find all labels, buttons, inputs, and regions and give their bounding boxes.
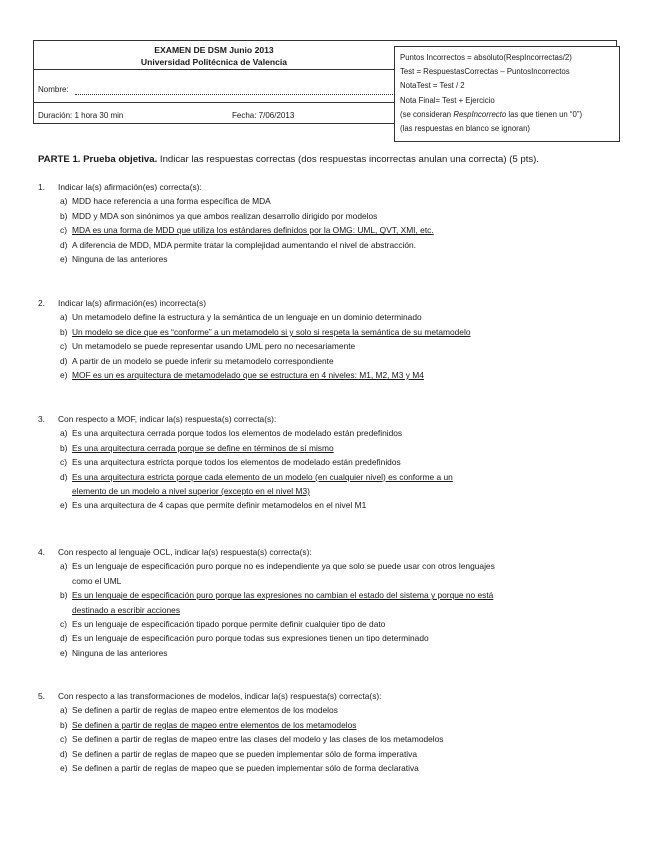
grading-rule-part: las que tienen un “0”)	[506, 109, 583, 119]
question-4	[38, 545, 628, 660]
option-letter: d)	[60, 633, 68, 644]
option	[38, 455, 628, 469]
option	[38, 209, 628, 223]
exam-title-line2: Universidad Politécnica de Valencia	[140, 57, 288, 67]
option-letter: c)	[60, 619, 67, 630]
option-correct	[38, 223, 628, 237]
option-text: Se definen a partir de reglas de mapeo entre elementos de los modelos	[72, 705, 338, 716]
option-letter: d)	[60, 239, 68, 250]
header-divider	[34, 69, 394, 70]
option-letter: b)	[60, 590, 68, 601]
option-letter: a)	[60, 705, 68, 716]
option-letter: b)	[60, 326, 68, 337]
option	[38, 310, 628, 324]
option-text-underlined: elemento de un modelo a nivel superior (excepto en el nivel M3)	[72, 486, 310, 497]
option-correct	[38, 588, 628, 602]
option-text-underlined: Es una arquitectura cerrada porque se define en términos de sí mismo	[72, 442, 334, 453]
option-text: MDD hace referencia a una forma específica de MDA	[72, 196, 271, 207]
option-correct	[38, 718, 628, 732]
question-number: 3.	[38, 414, 45, 424]
grading-rule: Test = RespuestasCorrectas – PuntosIncorrectos	[400, 67, 570, 77]
option	[38, 703, 628, 717]
option	[38, 617, 628, 631]
question-text	[38, 296, 628, 310]
exam-title-line1: EXAMEN DE DSM Junio 2013	[154, 45, 274, 55]
option	[38, 339, 628, 353]
grading-rule: Nota Final= Test + Ejercicio	[400, 95, 495, 105]
option-letter: b)	[60, 210, 68, 221]
option-text: Es un lenguaje de especificación puro porque no es independiente ya que solo se puede usar con otros lenguajes	[72, 561, 495, 572]
question-number: 5.	[38, 691, 45, 701]
question-text	[38, 412, 628, 426]
grading-rule-part: (se consideran	[400, 109, 454, 119]
fecha-label: Fecha: 7/06/2013	[232, 111, 295, 120]
option	[38, 252, 628, 266]
question-prompt: Indicar la(s) afirmación(es) incorrecta(s)	[58, 298, 206, 308]
option-letter: c)	[60, 341, 67, 352]
question-prompt: Indicar la(s) afirmación(es) correcta(s):	[58, 182, 202, 192]
option-text-underlined: destinado a escribir acciones	[72, 604, 181, 615]
option-text: Es una arquitectura de 4 capas que permite definir metamodelos en el nivel M1	[72, 500, 367, 511]
option-text: Un metamodelo se puede representar usando UML pero no necesariamente	[72, 341, 356, 352]
nombre-label: Nombre:	[38, 85, 69, 94]
option-text: Se definen a partir de reglas de mapeo entre las clases del modelo y las clases de los metamodelos	[72, 734, 444, 745]
option-text-underlined: Un modelo se dice que es “conforme” a un metamodelo si y solo si respeta la semántica de su metamodelo	[72, 326, 471, 337]
option-letter: c)	[60, 225, 67, 236]
question-prompt: Con respecto al lenguaje OCL, indicar la(s) respuesta(s) correcta(s):	[58, 547, 312, 557]
question-number: 1.	[38, 182, 45, 192]
option-continuation	[38, 484, 628, 498]
option-text-underlined: Es un lenguaje de especificación puro porque las expresiones no cambian el estado del sistema y porque no está	[72, 590, 494, 601]
question-text	[38, 545, 628, 559]
option-text: Ninguna de las anteriores	[72, 254, 168, 265]
question-prompt: Con respecto a MOF, indicar la(s) respuesta(s) correcta(s):	[58, 414, 277, 424]
option	[38, 498, 628, 512]
part-title-bold: PARTE 1. Prueba objetiva.	[38, 154, 158, 165]
option-text-underlined: Es una arquitectura estricta porque cada elemento de un modelo (en cualquier nivel) es conforme a un	[72, 471, 453, 482]
option-text: Ninguna de las anteriores	[72, 647, 168, 658]
option-text-underlined: MOF es un es arquitectura de metamodelado que se estructura en 4 niveles: M1, M2, M3 y M4	[72, 370, 424, 381]
question-text	[38, 689, 628, 703]
option-text: A diferencia de MDD, MDA permite tratar la complejidad aumentando el nivel de abstracción.	[72, 239, 417, 250]
option	[38, 426, 628, 440]
option	[38, 646, 628, 660]
option-text: Es un lenguaje de especificación tipado porque permite definir cualquier tipo de dato	[72, 619, 386, 630]
nombre-field	[75, 94, 393, 95]
option-continuation	[38, 603, 628, 617]
question-number: 2.	[38, 298, 45, 308]
grading-rule: NotaTest = Test / 2	[400, 81, 465, 91]
part-instructions: Indicar las respuestas correctas (dos respuestas incorrectas anulan una correcta) (5 pts).	[157, 154, 540, 165]
question-number: 4.	[38, 547, 45, 557]
option-text: como el UML	[72, 575, 122, 586]
option-letter: c)	[60, 457, 67, 468]
option	[38, 354, 628, 368]
header-divider	[34, 102, 394, 103]
option-text-underlined: MDA es una forma de MDD que utiliza los estándares definidos por la OMG: UML, QVT, XMI, etc.	[72, 225, 434, 236]
option-correct	[38, 441, 628, 455]
option-text: Se definen a partir de reglas de mapeo que se pueden implementar sólo de forma declarativa	[72, 763, 419, 774]
option-text: Un metamodelo define la estructura y la semántica de un lenguaje en un dominio determinado	[72, 312, 422, 323]
option	[38, 747, 628, 761]
option-letter: e)	[60, 500, 68, 511]
option	[38, 194, 628, 208]
option-letter: d)	[60, 355, 68, 366]
option-letter: a)	[60, 561, 68, 572]
option-letter: e)	[60, 370, 68, 381]
question-5	[38, 689, 628, 775]
duracion-label: Duración: 1 hora 30 min	[38, 111, 124, 120]
grading-rule: Puntos Incorrectos = absoluto(RespIncorrectas/2)	[400, 53, 572, 62]
option	[38, 732, 628, 746]
question-prompt: Con respecto a las transformaciones de modelos, indicar la(s) respuesta(s) correcta(s):	[58, 691, 382, 701]
option-correct	[38, 368, 628, 382]
option-letter: a)	[60, 312, 68, 323]
grading-rules-box	[394, 46, 620, 142]
part-title	[38, 154, 539, 165]
option	[38, 238, 628, 252]
option-letter: c)	[60, 734, 67, 745]
option-text: Es una arquitectura estricta porque todos los elementos de modelado están predefinidos	[72, 457, 401, 468]
option-letter: d)	[60, 471, 68, 482]
option-letter: a)	[60, 428, 68, 439]
option-correct	[38, 470, 628, 484]
option-letter: b)	[60, 442, 68, 453]
option-letter: e)	[60, 763, 68, 774]
option-letter: e)	[60, 254, 68, 265]
option-letter: e)	[60, 647, 68, 658]
option-letter: a)	[60, 196, 68, 207]
option-text-underlined: Se definen a partir de reglas de mapeo entre elementos de los metamodelos	[72, 719, 357, 730]
question-text	[38, 180, 628, 194]
exam-title	[34, 44, 394, 68]
question-1	[38, 180, 628, 266]
option-text: MDD y MDA son sinónimos ya que ambos realizan desarrollo dirigido por modelos	[72, 210, 378, 221]
option-letter: b)	[60, 719, 68, 730]
option-continuation	[38, 574, 628, 588]
option-text: Se definen a partir de reglas de mapeo que se pueden implementar sólo de forma imperativa	[72, 748, 417, 759]
grading-rule: (las respuestas en blanco se ignoran)	[400, 124, 531, 134]
option-text: Es un lenguaje de especificación puro porque todas sus expresiones tienen un tipo determinado	[72, 633, 429, 644]
grading-rule-italic: RespIncorrecto	[453, 109, 507, 119]
grading-rule	[400, 108, 619, 122]
option	[38, 559, 628, 573]
option	[38, 761, 628, 775]
option-letter: d)	[60, 748, 68, 759]
option-correct	[38, 325, 628, 339]
option-text: A partir de un modelo se puede inferir su metamodelo correspondiente	[72, 355, 334, 366]
question-2	[38, 296, 628, 382]
question-3	[38, 412, 628, 513]
option	[38, 631, 628, 645]
option-text: Es una arquitectura cerrada porque todos los elementos de modelado están predefinidos	[72, 428, 403, 439]
